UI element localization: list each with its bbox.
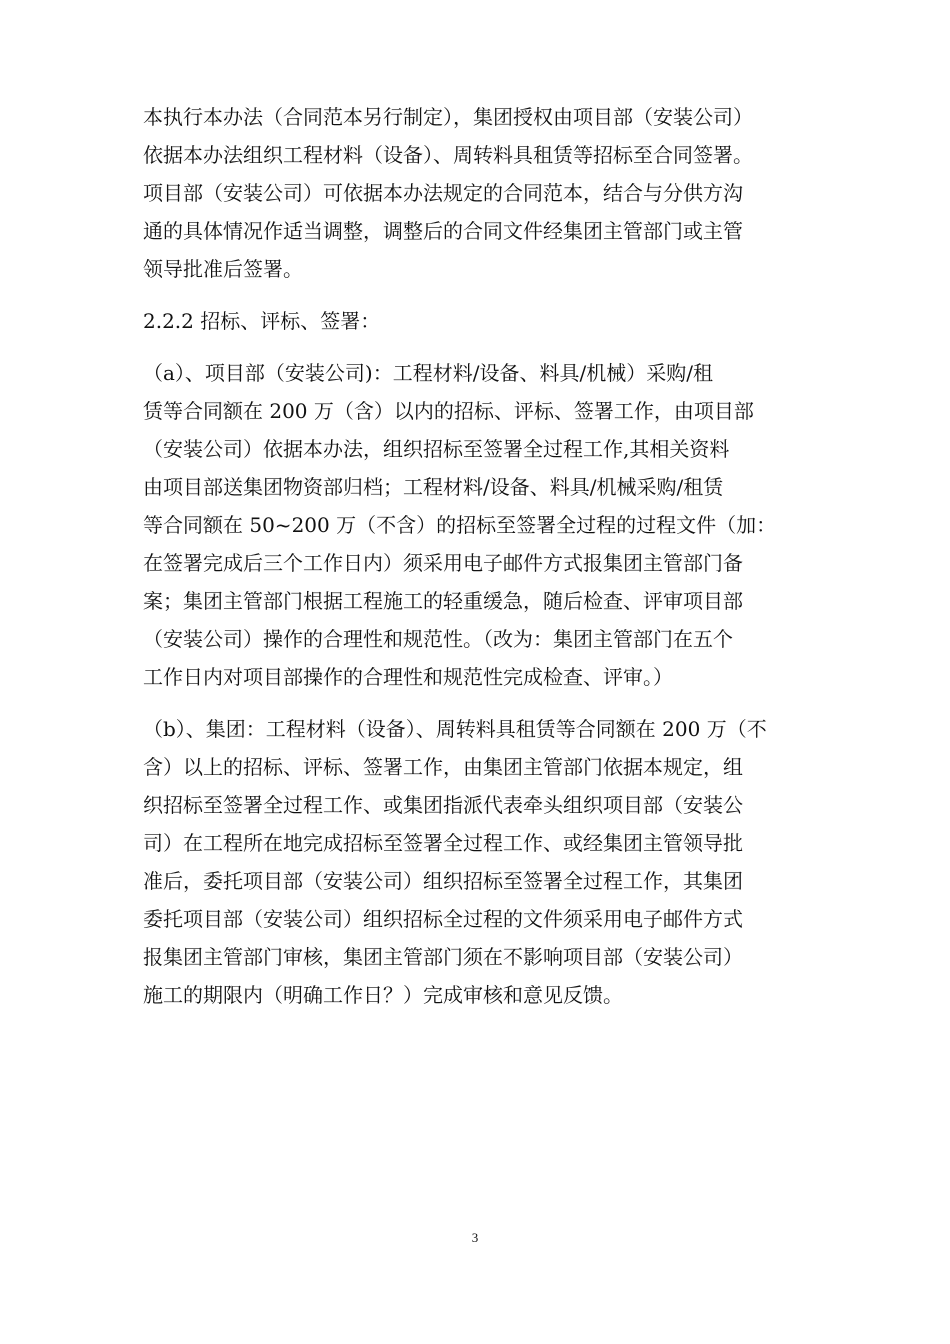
text-line: 通的具体情况作适当调整，调整后的合同文件经集团主管部门或主管	[143, 219, 743, 243]
paragraph-item-b	[143, 710, 813, 1014]
text-line: 工作日内对项目部操作的合理性和规范性完成检查、评审。）	[143, 665, 673, 689]
text-line: 准后，委托项目部（安装公司）组织招标至签署全过程工作，其集团	[143, 869, 743, 893]
paragraph-item-a	[143, 354, 813, 696]
text-line: 由项目部送集团物资部归档；工程材料/设备、料具/机械采购/租赁	[143, 475, 724, 499]
text-line: 委托项目部（安装公司）组织招标全过程的文件须采用电子邮件方式	[143, 907, 743, 931]
section-heading-text: 2.2.2 招标、评标、签署：	[143, 309, 381, 333]
text-line: 依据本办法组织工程材料（设备）、周转料具租赁等招标至合同签署。	[143, 143, 753, 167]
text-line: 织招标至签署全过程工作、或集团指派代表牵头组织项目部（安装公	[143, 793, 743, 817]
section-heading	[143, 302, 813, 340]
paragraph-spacer	[143, 696, 813, 710]
text-line: 项目部（安装公司）可依据本办法规定的合同范本，结合与分供方沟	[143, 181, 743, 205]
paragraph-authorization	[143, 98, 813, 288]
text-line: 本执行本办法（合同范本另行制定），集团授权由项目部（安装公司）	[143, 105, 753, 129]
document-body	[143, 98, 813, 1014]
text-line: （安装公司）操作的合理性和规范性。（改为：集团主管部门在五个	[143, 627, 733, 651]
text-line: 等合同额在 50~200 万（不含）的招标至签署全过程的过程文件（加：	[143, 513, 777, 537]
text-line: 案；集团主管部门根据工程施工的轻重缓急，随后检查、评审项目部	[143, 589, 743, 613]
text-line: （b）、集团：工程材料（设备）、周转料具租赁等合同额在 200 万（不	[143, 717, 767, 741]
text-line: 领导批准后签署。	[143, 257, 303, 281]
text-line: 含）以上的招标、评标、签署工作，由集团主管部门依据本规定，组	[143, 755, 743, 779]
paragraph-spacer	[143, 340, 813, 354]
text-line: 赁等合同额在 200 万（含）以内的招标、评标、签署工作，由项目部	[143, 399, 754, 423]
text-line: 在签署完成后三个工作日内）须采用电子邮件方式报集团主管部门备	[143, 551, 743, 575]
text-line: （a）、项目部（安装公司)：工程材料/设备、料具/机械）采购/租	[143, 361, 713, 385]
text-line: 施工的期限内（明确工作日？）完成审核和意见反馈。	[143, 983, 623, 1007]
page-number: 3	[471, 1230, 479, 1245]
text-line: 报集团主管部门审核，集团主管部门须在不影响项目部（安装公司）	[143, 945, 743, 969]
paragraph-spacer	[143, 288, 813, 302]
text-line: 司）在工程所在地完成招标至签署全过程工作、或经集团主管领导批	[143, 831, 743, 855]
text-line: （安装公司）依据本办法，组织招标至签署全过程工作,其相关资料	[143, 437, 730, 461]
